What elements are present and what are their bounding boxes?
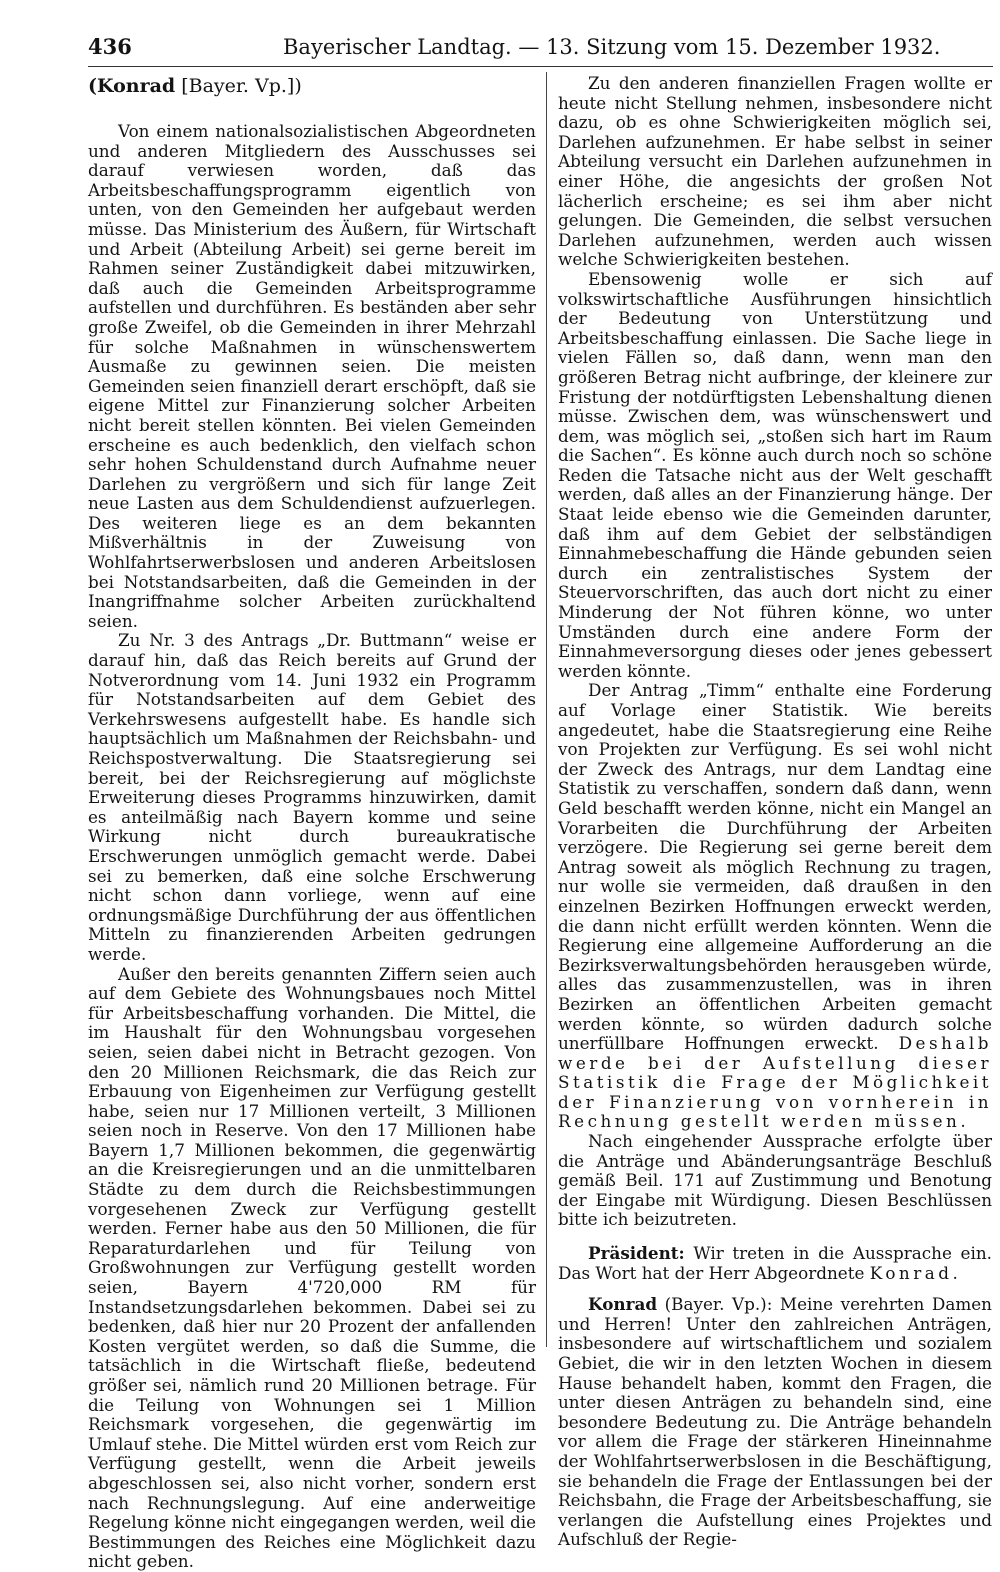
president-statement <box>558 1244 992 1283</box>
header-rule <box>88 66 993 67</box>
konrad-text: (Bayer. Vp.): Meine verehrten Damen und Herren! Unter den zahlreichen Anträgen, insbesondere auf wirtschaftlichem und sozialem Gebiet, die wir in den letzten Wochen in diesem Hause behandelt haben, kommt den Fragen, die unter diesen Anträgen zu behandeln sind, eine besondere Bedeutung zu. Die Anträge behandeln vor allem die Frage der stärkeren Hineinnahme der Wohlfahrtserwerbslosen in die Beschäftigung, sie behandeln die Frage der Entlassungen bei der Reichsbahn, die Frage der Arbeitsbeschaffung, sie verlangen die Aufstellung eines Projektes und Aufschluß der Regie- <box>558 1294 992 1550</box>
spaced-emphasis: Deshalb werde bei der Aufstellung dieser Statistik die Frage der Möglichkeit der Finanzierung von vornherein in Rechnung gestellt werden müssen. <box>558 1033 992 1132</box>
speaker-heading <box>88 74 536 98</box>
left-column <box>88 74 536 1572</box>
paragraph: Zu Nr. 3 des Antrags „Dr. Buttmann“ weise er darauf hin, daß das Reich bereits auf Grund der Notverordnung vom 14. Juni 1932 ein Programm für Notstandsarbeiten auf dem Gebiet des Verkehrswesens aufgestellt habe. Es handle sich hauptsächlich um Maßnahmen der Reichsbahn- und Reichspostverwaltung. Die Staatsregierung sei bereit, bei der Reichsregierung auf möglichste Erweiterung dieses Programms hinzuwirken, damit es anteilmäßig nach Bayern komme und seine Wirkung nicht durch bureaukratische Erschwerungen unmöglich gemacht werde. Dabei sei zu bemerken, daß eine solche Erschwerung nicht schon dann vorliege, wenn auf eine ordnungsmäßige Durchführung der aus öffentlichen Mitteln zu finanzierenden Arbeiten gedrungen werde. <box>88 630 536 964</box>
paragraph <box>558 681 992 1132</box>
period: . <box>952 1262 958 1283</box>
column-divider <box>546 72 547 1347</box>
right-column <box>558 73 992 1550</box>
speaker-party: [Bayer. Vp.]) <box>175 75 302 97</box>
speaker-name: (Konrad <box>88 75 176 97</box>
paragraph: Von einem nationalsozialistischen Abgeordneten und anderen Mitgliedern des Ausschusses sei darauf verwiesen worden, daß das Arbeitsbeschaffungsprogramm eigentlich von unten, von den Gemeinden her aufgebaut werden müsse. Das Ministerium des Äußern, für Wirtschaft und Arbeit (Abteilung Arbeit) sei gerne bereit im Rahmen seiner Zuständigkeit dabei mitzuwirken, daß auch die Gemeinden Arbeitsprogramme aufstellen und durchführen. Es beständen aber sehr große Zweifel, ob die Gemeinden in ihrer Mehrzahl für solche Maßnahmen in wünschenswertem Ausmaße zu gewinnen seien. Die meisten Gemeinden seien finanziell derart erschöpft, daß sie eigene Mittel zur Finanzierung solcher Arbeiten nicht bereit stellen könnten. Bei vielen Gemeinden erscheine es auch bedenklich, den vielfach schon sehr hohen Schuldenstand durch Aufnahme neuer Darlehen zu vergrößern und sich für lange Zeit neue Lasten aus dem Schuldendienst aufzuerlegen. Des weiteren liege es an dem bekannten Mißverhältnis in der Zuweisung von Wohlfahrtserwerbslosen und anderen Arbeitslosen bei Notstandsarbeiten, daß die Gemeinden in der Inangriffnahme solcher Arbeiten zurückhaltend seien. <box>88 121 536 631</box>
header-title: Bayerischer Landtag. — 13. Sitzung vom 15. Dezember 1932. <box>283 35 941 59</box>
paragraph: Ebensowenig wolle er sich auf volkswirtschaftliche Ausführungen hinsichtlich der Bedeutung von Unterstützung und Arbeitsbeschaffung einlassen. Die Sache liege in vielen Fällen so, daß dann, wenn man den größeren Betrag nicht aufbringe, der kleinere zur Fristung der notdürftigsten Lebenshaltung dienen müsse. Zwischen dem, was wünschenswert und dem, was möglich sei, „stoßen sich hart im Raum die Sachen“. Es könne auch durch noch so schöne Reden die Tatsache nicht aus der Welt geschafft werden, daß alles an der Finanzierung hänge. Der Staat leide ebenso wie die Gemeinden darunter, daß ihm auf dem Gebiet der selbständigen Einnahmebeschaffung die Hände gebunden seien durch ein zentralistisches System der Steuervorschriften, das auch dort nicht zu einer Minderung der Not führen könne, wo unter Umständen durch eine andere Form der Einnahmeversorgung dieses oder jenes gebessert werden könnte. <box>558 268 992 681</box>
president-text: Wir treten in die Aussprache ein. Das Wort hat der Herr Abgeordnete <box>558 1243 992 1283</box>
konrad-label: Konrad <box>588 1294 658 1315</box>
paragraph: Außer den bereits genannten Ziffern seien auch auf dem Gebiete des Wohnungsbaues noch Mittel für Arbeitsbeschaffung vorhanden. Die Mittel, die im Haushalt für den Wohnungsbau vorgesehen seien, seien dabei nicht in Betracht gezogen. Von den 20 Millionen Reichsmark, die das Reich zur Erbauung von Eigenheimen zur Verfügung gestellt habe, seien nur 17 Millionen verteilt, 3 Millionen seien noch in Reserve. Von den 17 Millionen habe Bayern 1,7 Millionen bekommen, die gegenwärtig an die Kreisregierungen und an die unmittelbaren Städte zu dem durch die Reichsbestimmungen vorgesehenen Zweck zur Verfügung gestellt werden. Ferner habe aus den 50 Millionen, die für Reparaturdarlehen und für Teilung von Großwohnungen zur Verfügung gestellt worden seien, Bayern 4'720,000 RM für Instandsetzungsdarlehen bekommen. Dabei sei zu bedenken, daß hier nur 20 Prozent der anfallenden Kosten vergütet werden, so daß die Summe, die tatsächlich in die Wirtschaft fließe, bedeutend größer sei, nämlich rund 20 Millionen betrage. Für die Teilung von Wohnungen sei 1 Million Reichsmark vorgesehen, die gegenwärtig im Umlauf stehe. Die Mittel würden erst vom Reich zur Verfügung gestellt, wenn die Arbeit jeweils abgeschlossen sei, also nicht vorher, sondern erst nach Rechnungslegung. Auf eine anderweitige Regelung könne nicht eingegangen werden, weil die Bestimmungen des Reiches eine Möglichkeit dazu nicht geben. <box>88 963 536 1572</box>
president-label: Präsident: <box>588 1243 685 1264</box>
page-header <box>88 32 941 62</box>
konrad-speech <box>558 1295 992 1550</box>
paragraph: Nach eingehender Aussprache erfolgte über die Anträge und Abänderungsanträge Beschluß gemäß Beil. 171 auf Zustimmung und Benotung der Eingabe mit Würdigung. Diesen Beschlüssen bitte ich beizutreten. <box>558 1131 992 1230</box>
paragraph-text: Der Antrag „Timm“ enthalte eine Forderung auf Vorlage einer Statistik. Wie bereits angedeutet, habe die Staatsregierung eine Reihe von Projekten zur Verfügung. Es sei wohl nicht der Zweck des Antrags, nur dem Landtag eine Statistik zu verschaffen, sondern daß dann, wenn Geld beschafft werden könne, nicht ein Mangel an Vorarbeiten die Durchführung der Arbeiten verzögere. Die Regierung sei gerne bereit dem Antrag soweit als möglich Rechnung zu tragen, nur wolle sie vermeiden, daß draußen in den einzelnen Bezirken Hoffnungen erweckt werden, die dann nicht erfüllt werden könnten. Wenn die Regierung eine allgemeine Aufforderung an die Bezirksverwaltungsbehörden herausgeben würde, alles das zusammenzustellen, was in ihren Bezirken an öffentlichen Arbeiten gemacht werden könnte, so würden dadurch solche unerfüllbare Hoffnungen erweckt. <box>558 680 992 1054</box>
paragraph: Zu den anderen finanziellen Fragen wollte er heute nicht Stellung nehmen, insbesondere nicht dazu, ob es ohne Schwierigkeiten möglich sei, Darlehen aufzunehmen. Er habe selbst in seiner Abteilung versucht ein Darlehen aufzunehmen in einer Höhe, die angesichts der großen Not lächerlich erscheine; es sei ihm aber nicht gelungen. Die Gemeinden, die selbst versuchen Darlehen aufzunehmen, werden auch wissen welche Schwierigkeiten bestehen. <box>558 73 992 270</box>
president-called-name: Konrad <box>869 1262 953 1283</box>
page-number: 436 <box>88 34 132 59</box>
spacer <box>558 1230 992 1244</box>
